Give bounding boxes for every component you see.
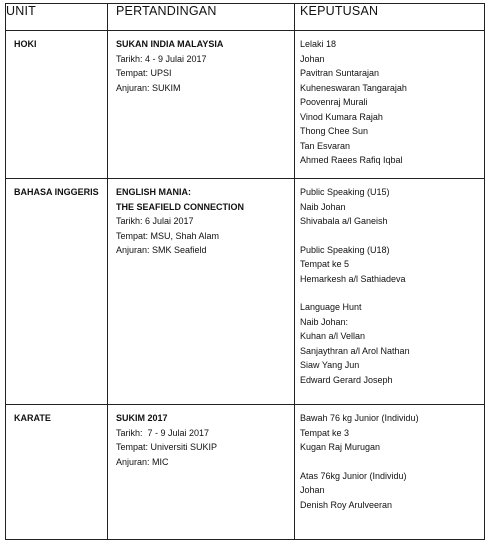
table-row-karate	[6, 405, 485, 540]
result-participant: Ahmed Raees Rafiq Iqbal	[300, 155, 403, 165]
result-participant: Kugan Raj Murugan	[300, 442, 381, 452]
competition-name: ENGLISH MANIA:	[116, 187, 191, 197]
result-spacer	[300, 286, 476, 300]
result-cell	[295, 405, 485, 540]
result-placement: Tempat ke 3	[300, 427, 350, 438]
result-cell	[295, 31, 485, 179]
unit-cell	[6, 405, 108, 540]
result-participant: Denish Roy Arulveeran	[300, 499, 393, 510]
result-participant: Hemarkesh a/l Sathiadeva	[300, 273, 406, 284]
result-placement: Naib Johan	[300, 201, 346, 212]
result-category: Lelaki 18	[300, 39, 337, 49]
result-participant: Sanjaythran a/l Arol Nathan	[300, 345, 410, 356]
result-category: Language Hunt	[300, 302, 362, 312]
competition-cell	[108, 405, 295, 540]
result-placement: Naib Johan:	[300, 316, 349, 327]
result-category: Public Speaking (U18)	[300, 244, 390, 255]
table-row-hoki	[6, 31, 485, 179]
competition-date: Tarikh: 7 - 9 Julai 2017	[116, 427, 210, 438]
results-table	[5, 3, 485, 540]
result-participant: Thong Chee Sun	[300, 126, 369, 136]
result-participant: Kuhan a/l Vellan	[300, 331, 366, 341]
result-participant: Edward Gerard Joseph	[300, 374, 393, 385]
result-category: Public Speaking (U15)	[300, 187, 390, 197]
competition-organizer: Anjuran: MIC	[116, 456, 169, 467]
result-participant: Kuheneswaran Tangarajah	[300, 82, 407, 93]
competition-cell	[108, 179, 295, 405]
result-spacer	[300, 229, 476, 243]
header-unit: UNIT	[6, 4, 108, 31]
competition-date: Tarikh: 6 Julai 2017	[116, 216, 194, 226]
result-placement: Johan	[300, 53, 325, 64]
result-participant: Pavitran Suntarajan	[300, 68, 380, 78]
result-placement: Tempat ke 5	[300, 259, 350, 269]
result-category: Atas 76kg Junior (Individu)	[300, 470, 407, 481]
result-participant: Tan Esvaran	[300, 140, 351, 151]
competition-organizer: Anjuran: SUKIM	[116, 82, 181, 93]
unit-cell	[6, 31, 108, 179]
result-participant: Poovenraj Murali	[300, 97, 368, 107]
competition-date: Tarikh: 4 - 9 Julai 2017	[116, 53, 207, 64]
competition-venue: Tempat: Universiti SUKIP	[116, 442, 218, 452]
result-participant: Vinod Kumara Rajah	[300, 111, 383, 122]
competition-venue: Tempat: UPSI	[116, 68, 172, 78]
competition-cell	[108, 31, 295, 179]
header-result: KEPUTUSAN	[295, 4, 485, 31]
result-placement: Johan	[300, 485, 325, 495]
competition-name: THE SEAFIELD CONNECTION	[116, 201, 245, 212]
competition-name: SUKAN INDIA MALAYSIA	[116, 39, 224, 49]
result-category: Bawah 76 kg Junior (Individu)	[300, 413, 419, 423]
result-spacer	[300, 455, 476, 469]
result-participant: Siaw Yang Jun	[300, 360, 360, 370]
competition-name: SUKIM 2017	[116, 413, 168, 423]
header-competition: PERTANDINGAN	[108, 4, 295, 31]
result-participant: Shivabala a/l Ganeish	[300, 216, 388, 226]
result-cell	[295, 179, 485, 405]
header-row	[6, 4, 485, 31]
competition-organizer: Anjuran: SMK Seafield	[116, 245, 207, 255]
competition-venue: Tempat: MSU, Shah Alam	[116, 230, 220, 241]
unit-name: BAHASA INGGERIS	[14, 187, 99, 197]
table-row-bahasa-inggeris	[6, 179, 485, 405]
unit-name: HOKI	[14, 39, 37, 49]
unit-name: KARATE	[14, 413, 51, 423]
unit-cell	[6, 179, 108, 405]
